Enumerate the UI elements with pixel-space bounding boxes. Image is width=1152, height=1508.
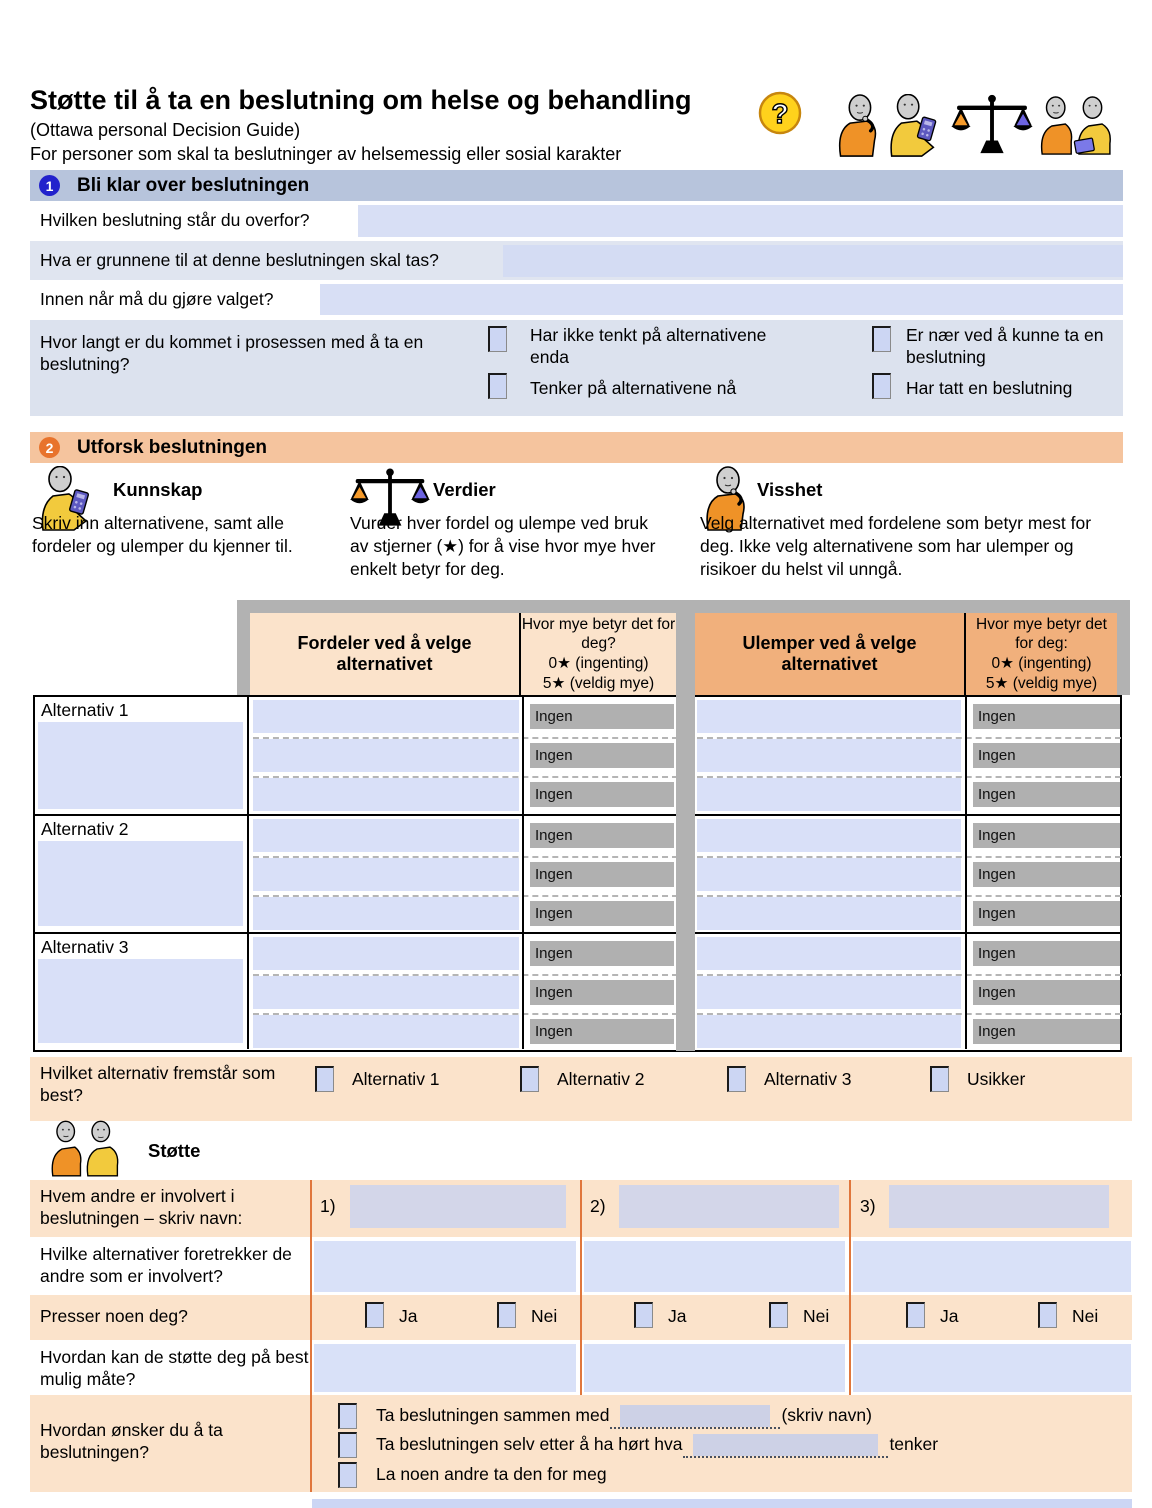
ulemper-header: Ulemper ved å velge alternativet (695, 613, 964, 695)
section1-title: Bli klar over beslutningen (77, 174, 310, 196)
how-option-2-name-input[interactable] (693, 1434, 878, 1456)
rating-question-2: Hvor mye betyr det for deg: (976, 615, 1107, 653)
involved-name-1-input[interactable] (350, 1185, 566, 1228)
alt2-ulempe-3-rating-select[interactable]: Ingen (973, 901, 1120, 926)
page-subtitle: (Ottawa personal Decision Guide) (30, 120, 301, 140)
support-3-input[interactable] (853, 1344, 1131, 1392)
alt3-fordel-1-input[interactable] (253, 937, 519, 970)
rating-scale-0: 0★ (ingenting) (548, 655, 649, 672)
how-option-2-pre: Ta beslutningen selv etter å ha hørt hva (376, 1434, 683, 1454)
alt2-ulempe-2-rating-select[interactable]: Ingen (973, 862, 1120, 887)
progress-option-2-checkbox[interactable] (488, 373, 507, 399)
section2-number-badge: 2 (39, 437, 60, 458)
prefer-label: Hvilke alternativer foretrekker de andre som er involvert? (40, 1244, 292, 1286)
alt1-fordel-1-rating-select[interactable]: Ingen (530, 704, 674, 729)
alt3-fordel-3-rating-select[interactable]: Ingen (530, 1019, 674, 1044)
involved-prefix-3: 3) (860, 1196, 876, 1216)
reading-person-icon (886, 94, 940, 158)
best-alternativ-3-checkbox[interactable] (727, 1066, 746, 1092)
how-option-1 (338, 1402, 872, 1429)
best-alternativ-3-label: Alternativ 3 (764, 1069, 852, 1089)
prefer-2-input[interactable] (584, 1241, 845, 1292)
alt2-fordel-2-rating-select[interactable]: Ingen (530, 862, 674, 887)
pressure-3-ja-label: Ja (940, 1306, 959, 1326)
how-option-1-pre: Ta beslutningen sammen med (376, 1405, 610, 1425)
best-usikker-label: Usikker (967, 1069, 1026, 1089)
pressure-3-ja-checkbox[interactable] (906, 1302, 925, 1328)
how-option-3 (338, 1461, 607, 1488)
progress-option-4-label: Har tatt en beslutning (906, 378, 1073, 398)
progress-option-1-label: Har ikke tenkt på alternativene enda (530, 325, 767, 367)
alt2-fordel-1-rating-select[interactable]: Ingen (530, 823, 674, 848)
page-title: Støtte til å ta en beslutning om helse og behandling (30, 85, 692, 115)
alt2-fordel-1-input[interactable] (253, 819, 519, 852)
how-option-1-checkbox[interactable] (338, 1403, 357, 1429)
best-alternativ-2-checkbox[interactable] (520, 1066, 539, 1092)
alt1-fordel-2-rating-select[interactable]: Ingen (530, 743, 674, 768)
guide-kunnskap-desc: Skriv inn alternativene, samt alle fordeler og ulemper du kjenner til. (32, 513, 293, 556)
how-option-3-label: La noen andre ta den for meg (376, 1464, 607, 1484)
alt3-ulempe-1-input[interactable] (697, 937, 961, 970)
best-alternativ-1-checkbox[interactable] (315, 1066, 334, 1092)
scales-icon (950, 92, 1034, 158)
pressure-2-nei-label: Nei (803, 1306, 830, 1326)
how-option-1-name-input[interactable] (620, 1405, 770, 1427)
alternativ-3-name-input[interactable] (38, 959, 243, 1043)
prefer-3-input[interactable] (853, 1241, 1131, 1292)
best-alternativ-2-label: Alternativ 2 (557, 1069, 645, 1089)
question-deadline-label: Innen når må du gjøre valget? (40, 289, 274, 309)
guide-kunnskap-title: Kunnskap (113, 479, 203, 500)
pressure-1-nei-label: Nei (531, 1306, 558, 1326)
how-option-2 (338, 1431, 938, 1458)
alternatives-table (33, 695, 1122, 1052)
progress-option-2-label: Tenker på alternativene nå (530, 378, 737, 398)
decision-input[interactable] (358, 205, 1123, 237)
involved-name-2-input[interactable] (619, 1185, 839, 1228)
alternativ-1-name-input[interactable] (38, 722, 243, 809)
page-audience: For personer som skal ta beslutninger av helsemessig eller sosial karakter (30, 144, 622, 164)
prefer-1-input[interactable] (314, 1241, 576, 1292)
alt1-fordel-3-rating-select[interactable]: Ingen (530, 782, 674, 807)
section2-header (30, 432, 1123, 463)
alt1-ulempe-3-rating-select[interactable]: Ingen (973, 782, 1120, 807)
involved-name-3-input[interactable] (889, 1185, 1109, 1228)
alt2-ulempe-1-input[interactable] (697, 819, 961, 852)
alt1-ulempe-1-rating-select[interactable]: Ingen (973, 704, 1120, 729)
best-question-label: Hvilket alternativ fremstår som best? (40, 1063, 276, 1105)
alt3-fordel-2-input[interactable] (253, 976, 519, 1009)
alternativ-3-cell (35, 934, 249, 1049)
table-frame-middle-top (676, 600, 695, 695)
rating-scale-5b: 5★ (veldig mye) (985, 674, 1098, 692)
alt2-ulempe-1-rating-select[interactable]: Ingen (973, 823, 1120, 848)
involved-label: Hvem andre er involvert i beslutningen – skriv navn: (40, 1186, 243, 1228)
table-frame-right (1117, 600, 1130, 695)
fordeler-rating-header (521, 613, 676, 695)
involved-prefix-2: 2) (590, 1196, 606, 1216)
guide-visshet-desc: Velg alternativet med fordelene som betyr mest for deg. Ikke velg alternativene som har ulemper og risikoer du helst vil unngå. (700, 513, 1092, 579)
alt3-ulempe-2-rating-select[interactable]: Ingen (973, 980, 1120, 1005)
best-usikker-checkbox[interactable] (930, 1066, 949, 1092)
alternativ-2-name-input[interactable] (38, 841, 243, 926)
alternativ-3-row (35, 932, 1120, 1049)
how-option-2-leader (683, 1431, 888, 1458)
involved-prefix-1: 1) (320, 1196, 336, 1216)
alt1-ulempe-1-input[interactable] (697, 700, 961, 733)
alt2-ulempe-2-input[interactable] (697, 858, 961, 891)
alt2-fordel-3-rating-select[interactable]: Ingen (530, 901, 674, 926)
progress-option-3-checkbox[interactable] (872, 326, 891, 352)
stotte-divider-1 (580, 1180, 582, 1395)
support-label: Hvordan kan de støtte deg på best mulig måte? (40, 1347, 309, 1389)
alternativ-1-label: Alternativ 1 (41, 700, 129, 720)
how-label: Hvordan ønsker du å ta beslutningen? (40, 1420, 223, 1462)
question-progress-label: Hvor langt er du kommet i prosessen med å ta en beslutning? (40, 332, 424, 374)
how-option-2-checkbox[interactable] (338, 1432, 357, 1458)
stotte-title: Støtte (148, 1140, 201, 1161)
stotte-divider-2 (849, 1180, 851, 1395)
alt3-ulempe-1-rating-select[interactable]: Ingen (973, 941, 1120, 966)
rating-scale-0b: 0★ (ingenting) (991, 655, 1092, 672)
progress-option-1-checkbox[interactable] (488, 326, 507, 352)
section2-title: Utforsk beslutningen (77, 436, 268, 458)
how-option-1-post: (skriv navn) (781, 1405, 872, 1425)
reasons-input[interactable] (503, 245, 1123, 277)
svg-text:?: ? (771, 98, 789, 129)
pressure-1-nei-checkbox[interactable] (497, 1302, 516, 1328)
alt3-ulempe-2-input[interactable] (697, 976, 961, 1009)
alt3-fordel-3-input[interactable] (253, 1015, 519, 1048)
rating-scale-5: 5★ (veldig mye) (542, 674, 655, 692)
ulemper-rating-header (966, 613, 1117, 695)
alternativ-2-cell (35, 816, 249, 932)
pressure-label: Presser noen deg? (40, 1306, 188, 1326)
pressure-3-nei-checkbox[interactable] (1038, 1302, 1057, 1328)
support-2-input[interactable] (584, 1344, 845, 1392)
question-icon (758, 91, 802, 135)
stotte-people-icon (50, 1120, 122, 1178)
alt3-fordel-1-rating-select[interactable]: Ingen (530, 941, 674, 966)
pressure-2-ja-checkbox[interactable] (634, 1302, 653, 1328)
rating-question: Hvor mye betyr det for deg? (521, 615, 676, 653)
alt1-ulempe-2-input[interactable] (697, 739, 961, 772)
guide-verdier-title: Verdier (433, 479, 496, 500)
alt3-ulempe-3-input[interactable] (697, 1015, 961, 1048)
alt1-ulempe-3-input[interactable] (697, 778, 961, 811)
next-row-input-strip[interactable] (312, 1499, 1132, 1508)
alt3-fordel-2-rating-select[interactable]: Ingen (530, 980, 674, 1005)
how-option-2-post: tenker (889, 1434, 939, 1454)
guide-verdier-desc: Vurder hver fordel og ulempe ved bruk av stjerner (★) for å vise hvor mye hver enkelt betyr for deg. (350, 513, 656, 579)
alt2-fordel-2-input[interactable] (253, 858, 519, 891)
two-people-icon (1038, 96, 1116, 156)
alt1-fordel-2-input[interactable] (253, 739, 519, 772)
section1-number-badge: 1 (39, 175, 60, 196)
pressure-1-ja-label: Ja (399, 1306, 418, 1326)
thinking-person-icon (833, 94, 883, 158)
alternativ-1-row (35, 697, 1120, 814)
section1-header (30, 170, 1123, 201)
alt3-ulempe-3-rating-select[interactable]: Ingen (973, 1019, 1120, 1044)
alternativ-3-label: Alternativ 3 (41, 937, 129, 957)
alt1-fordel-3-input[interactable] (253, 778, 519, 811)
how-option-1-leader (610, 1402, 780, 1429)
pressure-2-nei-checkbox[interactable] (769, 1302, 788, 1328)
best-alternativ-1-label: Alternativ 1 (352, 1069, 440, 1089)
pressure-1-ja-checkbox[interactable] (365, 1302, 384, 1328)
table-frame-left (237, 600, 250, 695)
fordeler-header: Fordeler ved å velge alternativet (250, 613, 519, 695)
question-reasons-label: Hva er grunnene til at denne beslutningen skal tas? (40, 250, 439, 270)
pressure-2-ja-label: Ja (668, 1306, 687, 1326)
question-decision-label: Hvilken beslutning står du overfor? (40, 210, 310, 230)
guide-visshet-title: Visshet (757, 479, 823, 500)
alt2-fordel-3-input[interactable] (253, 897, 519, 930)
progress-option-4-checkbox[interactable] (872, 373, 891, 399)
alternativ-2-label: Alternativ 2 (41, 819, 129, 839)
alt2-ulempe-3-input[interactable] (697, 897, 961, 930)
alt1-fordel-1-input[interactable] (253, 700, 519, 733)
pressure-3-nei-label: Nei (1072, 1306, 1099, 1326)
alt1-ulempe-2-rating-select[interactable]: Ingen (973, 743, 1120, 768)
alternativ-2-row (35, 814, 1120, 932)
alternativ-1-cell (35, 697, 249, 814)
progress-option-3-label: Er nær ved å kunne ta en beslutning (906, 325, 1104, 367)
support-1-input[interactable] (314, 1344, 576, 1392)
how-option-3-checkbox[interactable] (338, 1462, 357, 1488)
table-frame-middle (676, 695, 695, 1051)
deadline-input[interactable] (320, 284, 1123, 315)
